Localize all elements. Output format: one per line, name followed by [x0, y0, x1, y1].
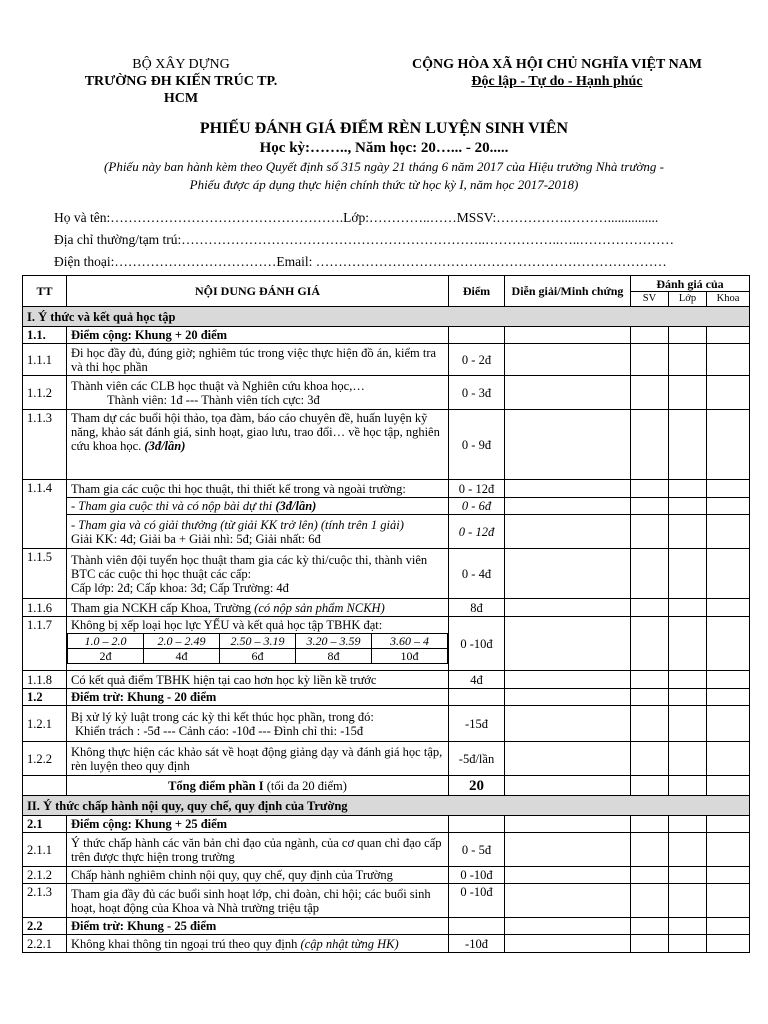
sv-cell[interactable]	[631, 884, 669, 918]
evidence-cell[interactable]	[505, 549, 631, 599]
row-tt: 1.2.2	[23, 742, 67, 776]
row-content: Không thực hiện các khảo sát về hoạt động giảng dạy và đánh giá học tập, rèn luyện theo quy định	[67, 742, 449, 776]
sv-cell[interactable]	[631, 344, 669, 376]
form-note-line2: Phiếu được áp dụng thực hiện chính thức từ học kỳ I, năm học 2017-2018)	[189, 177, 579, 192]
row-tt: 1.1.8	[23, 671, 67, 689]
row-content-line: Không bị xếp loại học lực YẾU và kết quả học tập TBHK đạt:	[71, 618, 383, 632]
row-tt: 1.1.6	[23, 599, 67, 617]
row-content	[67, 410, 449, 480]
row-content-line: Thành viên: 1đ --- Thành viên tích cực: 3đ	[107, 392, 320, 407]
header-khoa: Khoa	[707, 292, 750, 307]
row-tt: 2.1.2	[23, 867, 67, 884]
lop-cell[interactable]	[669, 742, 707, 776]
row-content	[67, 498, 449, 515]
semester-line: Học kỳ:…….., Năm học: 20…... - 20.....	[259, 140, 509, 156]
row-content: Có kết quả điểm TBHK hiện tại cao hơn học kỳ liền kề trước	[67, 671, 449, 689]
row-content-emph: (cập nhật từng HK)	[300, 936, 399, 951]
lop-cell[interactable]	[669, 549, 707, 599]
form-title: PHIẾU ĐÁNH GIÁ ĐIỂM RÈN LUYỆN SINH VIÊN	[199, 120, 569, 137]
row-tt: 2.2	[23, 918, 67, 935]
sv-cell[interactable]	[631, 671, 669, 689]
row-content-text: Tham gia NCKH cấp Khoa, Trường	[71, 600, 252, 615]
lop-cell[interactable]	[669, 671, 707, 689]
khoa-cell[interactable]	[707, 671, 750, 689]
row-score: 4đ	[449, 671, 505, 689]
row-content: Điểm trừ: Khung - 25 điểm	[67, 918, 449, 935]
lop-cell[interactable]	[669, 480, 707, 498]
sv-cell[interactable]	[631, 706, 669, 742]
sv-cell[interactable]	[631, 867, 669, 884]
row-score: -10đ	[449, 935, 505, 953]
row-content	[67, 599, 449, 617]
row-tt: 1.2.1	[23, 706, 67, 742]
row-tt: 1.1.	[23, 327, 67, 344]
grade-range: 3.60 – 4	[372, 634, 448, 649]
evidence-cell[interactable]	[505, 867, 631, 884]
row-content: Tham gia các cuộc thi học thuật, thi thiết kế trong và ngoài trường:	[67, 480, 449, 498]
row-tt: 2.1.3	[23, 884, 67, 918]
form-note	[0, 158, 768, 194]
motto: Độc lập - Tự do - Hạnh phúc	[471, 74, 643, 89]
header-lop: Lớp	[669, 292, 707, 307]
khoa-cell[interactable]	[707, 376, 750, 410]
row-content-text: Không khai thông tin ngoại trú theo quy định	[71, 936, 298, 951]
row-content: Tham gia đầy đủ các buổi sinh hoạt lớp, chi đoàn, chi hội; các buổi sinh hoạt, hoạt động của Khoa và Nhà trường triệu tập	[67, 884, 449, 918]
evidence-cell[interactable]	[505, 515, 631, 549]
lop-cell[interactable]	[669, 344, 707, 376]
lop-cell[interactable]	[669, 515, 707, 549]
khoa-cell[interactable]	[707, 515, 750, 549]
khoa-cell[interactable]	[707, 935, 750, 953]
evidence-cell[interactable]	[505, 671, 631, 689]
row-score: 0 - 6đ	[449, 498, 505, 515]
khoa-cell[interactable]	[707, 599, 750, 617]
total-1-label	[67, 776, 449, 796]
evidence-cell[interactable]	[505, 833, 631, 867]
row-tt: 2.2.1	[23, 935, 67, 953]
row-score: 0 - 12đ	[449, 480, 505, 498]
sv-cell[interactable]	[631, 498, 669, 515]
row-content-text: Tham dự các buổi hội thảo, tọa đàm, báo cáo chuyên đề, huấn luyện kỹ năng, khảo sát đánh giá, sinh hoạt, giao lưu, trao đổi… về học tập, nghiên cứu khoa học.	[71, 411, 440, 453]
grade-points: 6đ	[220, 649, 296, 664]
sv-cell[interactable]	[631, 549, 669, 599]
grade-points: 8đ	[296, 649, 372, 664]
khoa-cell[interactable]	[707, 549, 750, 599]
sv-cell[interactable]	[631, 833, 669, 867]
row-content-line: Cấp lớp: 2đ; Cấp khoa: 3đ; Cấp Trường: 4đ	[71, 580, 289, 595]
section-2-title: II. Ý thức chấp hành nội quy, quy chế, quy định của Trường	[23, 796, 750, 816]
row-tt: 1.1.1	[23, 344, 67, 376]
row-content-line: Khiển trách : -5đ --- Cảnh cáo: -10đ --- Đình chỉ thi: -15đ	[75, 723, 364, 738]
sv-cell[interactable]	[631, 376, 669, 410]
lop-cell[interactable]	[669, 599, 707, 617]
sv-cell[interactable]	[631, 617, 669, 671]
row-content: Điểm trừ: Khung - 20 điểm	[67, 689, 449, 706]
header-score: Điểm	[449, 276, 505, 307]
row-score: 0 -10đ	[449, 617, 505, 671]
row-tt: 1.1.3	[23, 410, 67, 480]
header-right	[392, 56, 722, 90]
row-content	[67, 706, 449, 742]
row-content-emph: (3đ/lần)	[144, 439, 186, 453]
row-tt: 1.1.5	[23, 549, 67, 599]
khoa-cell[interactable]	[707, 776, 750, 796]
lop-cell[interactable]	[669, 867, 707, 884]
grade-points: 10đ	[372, 649, 448, 664]
evidence-cell[interactable]	[505, 935, 631, 953]
header-evidence: Diễn giải/Minh chứng	[505, 276, 631, 307]
lop-cell[interactable]	[669, 833, 707, 867]
lop-cell[interactable]	[669, 884, 707, 918]
evidence-cell[interactable]	[505, 410, 631, 480]
khoa-cell[interactable]	[707, 884, 750, 918]
evidence-cell[interactable]	[505, 498, 631, 515]
row-score: 0 - 12đ	[449, 515, 505, 549]
row-content: Ý thức chấp hành các văn bản chỉ đạo của ngành, của cơ quan chỉ đạo cấp trên được thực hiện trong trường	[67, 833, 449, 867]
grade-points: 2đ	[68, 649, 144, 664]
row-content-line: Thành viên đội tuyển học thuật tham gia các kỳ thi/cuộc thi, thành viên BTC các cuộc thi học thuật các cấp:	[71, 552, 428, 581]
row-score: 0 - 4đ	[449, 549, 505, 599]
lop-cell[interactable]	[669, 376, 707, 410]
evidence-cell[interactable]	[505, 617, 631, 671]
row-content: Điểm cộng: Khung + 20 điểm	[67, 327, 449, 344]
evidence-cell[interactable]	[505, 376, 631, 410]
row-content	[67, 617, 449, 671]
evidence-cell[interactable]	[505, 884, 631, 918]
khoa-cell[interactable]	[707, 410, 750, 480]
evidence-cell[interactable]	[505, 344, 631, 376]
khoa-cell[interactable]	[707, 480, 750, 498]
grade-range: 2.0 – 2.49	[144, 634, 220, 649]
khoa-cell[interactable]	[707, 742, 750, 776]
info-address-line[interactable]: Địa chỉ thường/tạm trú:…………………………………………………………..……………..…..…………………	[54, 232, 675, 247]
row-score: 0 - 3đ	[449, 376, 505, 410]
khoa-cell[interactable]	[707, 344, 750, 376]
header-tt: TT	[23, 276, 67, 307]
lop-cell[interactable]	[669, 776, 707, 796]
evidence-cell[interactable]	[505, 742, 631, 776]
header-content: NỘI DUNG ĐÁNH GIÁ	[67, 276, 449, 307]
row-score: -5đ/lần	[449, 742, 505, 776]
row-score: 0 - 2đ	[449, 344, 505, 376]
row-content-text: - Tham gia cuộc thi và có nộp bài dự thi	[71, 499, 273, 513]
country-name: CỘNG HÒA XÃ HỘI CHỦ NGHĨA VIỆT NAM	[411, 57, 702, 72]
form-note-line1: (Phiếu này ban hành kèm theo Quyết định số 315 ngày 21 tháng 6 năm 2017 của Hiệu trưởng Nhà trường -	[104, 159, 664, 174]
grade-table	[67, 633, 448, 664]
lop-cell[interactable]	[669, 498, 707, 515]
ministry-name: BỘ XÂY DỰNG	[132, 57, 230, 72]
total-1-text: Tổng điểm phần I	[168, 778, 264, 793]
row-content-emph: (3đ/lần)	[275, 499, 317, 513]
khoa-cell[interactable]	[707, 617, 750, 671]
row-content: Chấp hành nghiêm chỉnh nội quy, quy chế, quy định của Trường	[67, 867, 449, 884]
khoa-cell[interactable]	[707, 833, 750, 867]
info-name-line[interactable]: Họ và tên:…………………………………………….Lớp:…………..……MSSV:…………….………...............	[54, 210, 659, 225]
lop-cell[interactable]	[669, 935, 707, 953]
row-content-line: - Tham gia và có giải thưởng (từ giải KK trở lên) (tính trên 1 giải)	[71, 517, 404, 532]
row-score: -15đ	[449, 706, 505, 742]
row-content: Điểm cộng: Khung + 25 điểm	[67, 816, 449, 833]
row-tt: 2.1	[23, 816, 67, 833]
row-content	[67, 549, 449, 599]
row-score: 0 - 9đ	[449, 410, 505, 480]
row-score: 0 -10đ	[449, 884, 505, 918]
evidence-cell[interactable]	[505, 599, 631, 617]
total-1-note: (tối đa 20 điểm)	[266, 778, 347, 793]
evaluation-table	[22, 275, 750, 953]
evidence-cell[interactable]	[505, 480, 631, 498]
total-1-score: 20	[449, 776, 505, 796]
sv-cell[interactable]	[631, 776, 669, 796]
grade-range: 1.0 – 2.0	[68, 634, 144, 649]
khoa-cell[interactable]	[707, 867, 750, 884]
row-content	[67, 935, 449, 953]
row-content-line: Giải KK: 4đ; Giải ba + Giải nhì: 5đ; Giải nhất: 6đ	[71, 531, 321, 546]
row-score: 8đ	[449, 599, 505, 617]
sv-cell[interactable]	[631, 410, 669, 480]
info-contact-line[interactable]: Điện thoại:………………………………Email: ……………………………………………………………………	[54, 254, 667, 269]
sv-cell[interactable]	[631, 742, 669, 776]
row-tt: 1.2	[23, 689, 67, 706]
section-1-title: I. Ý thức và kết quả học tập	[23, 307, 750, 327]
row-content-emph: (có nộp sản phẩm NCKH)	[254, 600, 385, 615]
header-eval: Đánh giá của	[631, 276, 750, 292]
sv-cell[interactable]	[631, 935, 669, 953]
evidence-cell[interactable]	[505, 776, 631, 796]
row-score: 0 -10đ	[449, 867, 505, 884]
row-tt: 1.1.7	[23, 617, 67, 671]
header-left	[66, 56, 296, 107]
grade-points: 4đ	[144, 649, 220, 664]
sv-cell[interactable]	[631, 599, 669, 617]
row-content-line: Thành viên các CLB học thuật và Nghiên cứu khoa học,…	[71, 378, 365, 393]
row-score: 0 - 5đ	[449, 833, 505, 867]
khoa-cell[interactable]	[707, 706, 750, 742]
row-content-line: Bị xử lý kỷ luật trong các kỳ thi kết thúc học phần, trong đó:	[71, 709, 374, 724]
grade-range: 3.20 – 3.59	[296, 634, 372, 649]
row-content: Đi học đầy đủ, đúng giờ; nghiêm túc trong việc thực hiện đồ án, kiểm tra và thi học phần	[67, 344, 449, 376]
sv-cell[interactable]	[631, 515, 669, 549]
school-name: TRƯỜNG ĐH KIẾN TRÚC TP. HCM	[84, 74, 278, 106]
lop-cell[interactable]	[669, 410, 707, 480]
lop-cell[interactable]	[669, 617, 707, 671]
lop-cell[interactable]	[669, 706, 707, 742]
row-tt: 2.1.1	[23, 833, 67, 867]
khoa-cell[interactable]	[707, 498, 750, 515]
row-tt: 1.1.2	[23, 376, 67, 410]
row-tt: 1.1.4	[23, 480, 67, 549]
header-sv: SV	[631, 292, 669, 307]
grade-range: 2.50 – 3.19	[220, 634, 296, 649]
evidence-cell[interactable]	[505, 706, 631, 742]
row-content	[67, 515, 449, 549]
row-content	[67, 376, 449, 410]
sv-cell[interactable]	[631, 480, 669, 498]
